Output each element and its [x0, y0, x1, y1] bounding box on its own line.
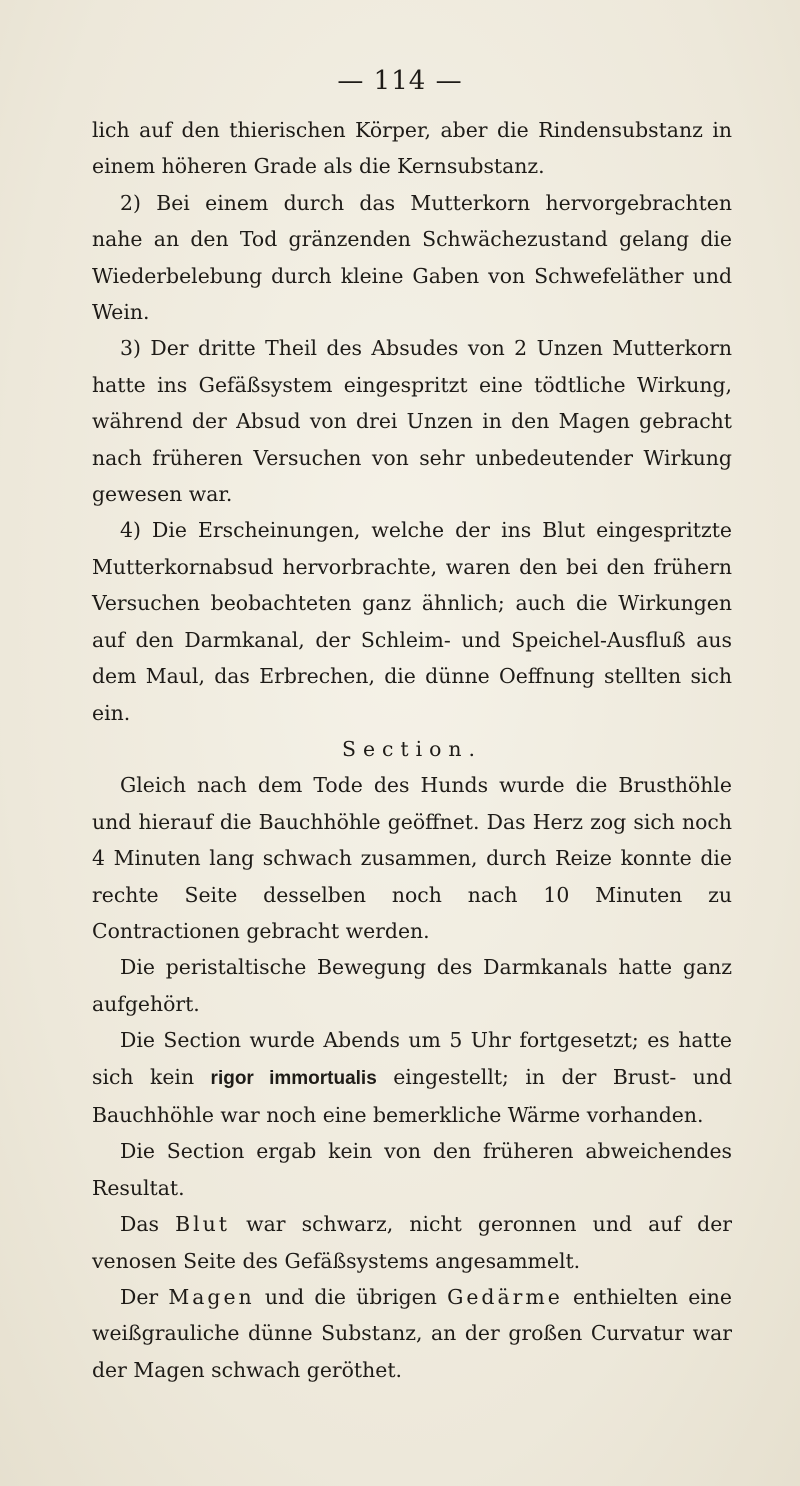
stomach-mid: und die übrigen — [254, 1285, 437, 1309]
stomach-term: Magen — [168, 1285, 255, 1309]
paragraph-continuation: lich auf den thierischen Körper, aber die Rindensubstanz in einem höheren Grade als die Kernsubstanz. — [92, 118, 732, 179]
stomach-rest: enthielten eine weißgrauliche dünne Substanz, an der großen Curvatur war der Magen schwach geröthet. — [92, 1285, 732, 1382]
intestines-term: Gedärme — [447, 1285, 563, 1309]
blood-lead: Das — [120, 1212, 159, 1237]
latin-term: rigor immortualis — [210, 1067, 377, 1089]
paragraph-item-4: 4) Die Erscheinungen, welche der ins Blut eingespritzte Mutterkornabsud hervorbrachte, waren den bei den frühern Versuchen beobachteten ganz ähnlich; auch die Wirkungen auf den Darmkanal, der Schleim- und Speichel-Ausfluß aus dem Maul, das Erbrechen, die dünne Oeffnung stellten sich ein. — [92, 518, 732, 725]
stomach-lead: Der — [120, 1285, 159, 1309]
body-text — [92, 112, 732, 1388]
blood-term: Blut — [175, 1212, 230, 1237]
paragraph-stomach — [92, 1279, 732, 1388]
paragraph-result: Die Section ergab kein von den früheren abweichendes Resultat. — [92, 1139, 732, 1200]
paragraph-blood — [92, 1206, 732, 1279]
blood-rest: war schwarz, nicht geronnen und auf der venosen Seite des Gefäßsystems angesammelt. — [92, 1212, 733, 1273]
section-heading: Section. — [341, 736, 483, 761]
paragraph-peristaltic: Die peristaltische Bewegung des Darmkanals hatte ganz aufgehört. — [92, 955, 732, 1016]
paragraph-opening: Gleich nach dem Tode des Hunds wurde die Brusthöhle und hierauf die Bauchhöhle geöffnet. Das Herz zog sich noch 4 Minuten lang schwach zusammen, durch Reize konnte die rechte Seite desselben noch nach 10 Minuten zu Contractionen gebracht werden. — [92, 773, 732, 943]
rigor-text-after: eingestellt; in der Brust- und Bauchhöhle war noch eine bemerkliche Wärme vorhanden. — [92, 1064, 733, 1127]
paragraph-item-3: 3) Der dritte Theil des Absudes von 2 Unzen Mutterkorn hatte ins Gefäßsystem eingespritzt eine tödtliche Wirkung, während der Absud von drei Unzen in den Magen gebracht nach früheren Versuchen von sehr unbedeutender Wirkung gewesen war. — [92, 336, 732, 507]
paragraph-item-2: 2) Bei einem durch das Mutterkorn hervorgebrachten nahe an den Tod gränzenden Schwächezustand gelang die Wiederbelebung durch kleine Gaben von Schwefeläther und Wein. — [92, 190, 732, 325]
page-number: — 114 — — [337, 66, 463, 96]
paragraph-rigor — [92, 1022, 732, 1133]
rigor-text-before: Die Section wurde Abends um 5 Uhr fortgesetzt; es hatte sich kein — [92, 1028, 732, 1089]
